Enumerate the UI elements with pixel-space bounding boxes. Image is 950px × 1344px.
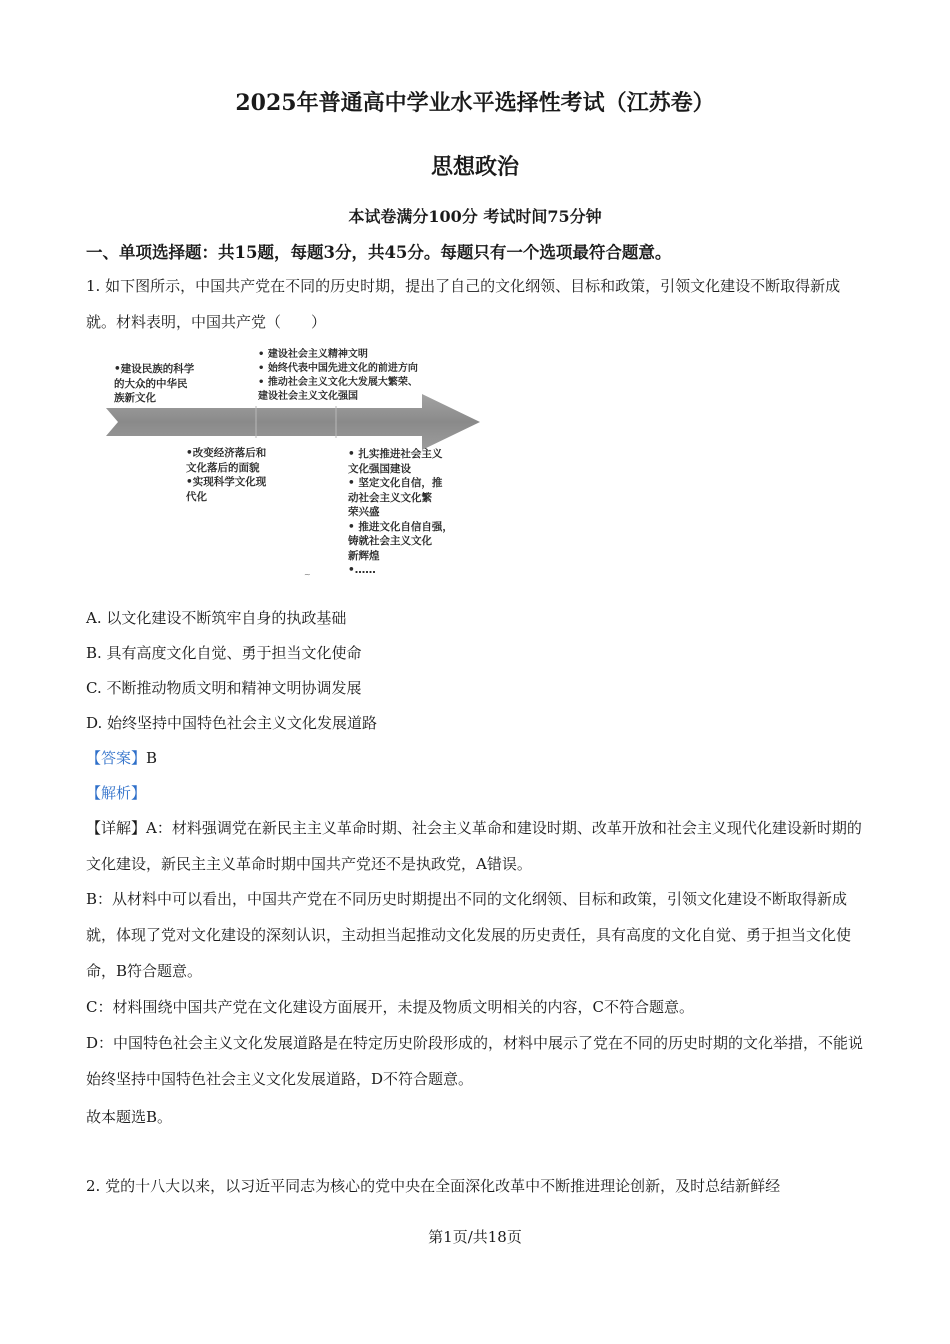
figure-era-4: • 扎实推进社会主义 文化强国建设 • 坚定文化自信，推 动社会主义文化繁 荣兴盛 • 推进文化自信自强， 铸就社会主义文化 新辉煌 •…… — [348, 448, 453, 576]
figure-era-1: •建设民族的科学 的大众的中华民 族新文化 — [114, 363, 195, 404]
detail-a — [86, 810, 866, 882]
answer-value: B — [146, 749, 158, 767]
option-a: A. 以文化建设不断筑牢自身的执政基础 — [86, 609, 347, 627]
detail-a-text: A：材料强调党在新民主主义革命时期、社会主义革命和建设时期、改革开放和社会主义现代化建设新时期的文化建设，新民主主义革命时期中国共产党还不是执政党，A错误。 — [86, 819, 862, 873]
option-b: B. 具有高度文化自觉、勇于担当文化使命 — [86, 644, 362, 662]
detail-c: C：材料围绕中国共产党在文化建设方面展开，未提及物质文明相关的内容，C不符合题意。 — [86, 998, 694, 1016]
analysis-label: 【解析】 — [86, 784, 147, 802]
detail-label: 【详解】 — [86, 819, 147, 837]
subject-title: 思想政治 — [430, 154, 519, 180]
option-c: C. 不断推动物质文明和精神文明协调发展 — [86, 679, 362, 697]
option-d: D. 始终坚持中国特色社会主义文化发展道路 — [86, 714, 378, 732]
timeline-figure — [104, 344, 484, 580]
svg-text:~: ~ — [304, 570, 311, 579]
answer-label: 【答案】 — [86, 749, 147, 767]
figure-era-2: •改变经济落后和 文化落后的面貌 •实现科学文化现 代化 — [186, 447, 267, 503]
figure-era-3: • 建设社会主义精神文明 • 始终代表中国先进文化的前进方向 • 推动社会主义文化大发展大繁荣、 建设社会主义文化强国 — [258, 349, 418, 402]
answer-line — [86, 747, 157, 768]
exam-title: 2025年普通高中学业水平选择性考试（江苏卷） — [235, 90, 715, 116]
detail-d: D：中国特色社会主义文化发展道路是在特定历史阶段形成的，材料中展示了党在不同的历史时期的文化举措，不能说始终坚持中国特色社会主义文化发展道路，D不符合题意。 — [86, 1034, 864, 1088]
question-2-stem: 2. 党的十八大以来，以习近平同志为核心的党中央在全面深化改革中不断推进理论创新，及时总结新鲜经 — [86, 1177, 781, 1195]
question-1-stem: 1. 如下图所示，中国共产党在不同的历史时期，提出了自己的文化纲领、目标和政策，引领文化建设不断取得新成就。材料表明，中国共产党（ ） — [86, 277, 841, 331]
exam-note: 本试卷满分100分 考试时间75分钟 — [348, 207, 602, 226]
conclusion: 故本题选B。 — [86, 1108, 173, 1126]
section-heading: 一、单项选择题：共15题，每题3分，共45分。每题只有一个选项最符合题意。 — [86, 243, 672, 262]
detail-b: B：从材料中可以看出，中国共产党在不同历史时期提出不同的文化纲领、目标和政策，引领文化建设不断取得新成就，体现了党对文化建设的深刻认识，主动担当起推动文化发展的历史责任，具有高度的文化自觉、勇于担当文化使命，B符合题意。 — [86, 890, 852, 980]
page-footer: 第1页/共18页 — [428, 1228, 522, 1246]
